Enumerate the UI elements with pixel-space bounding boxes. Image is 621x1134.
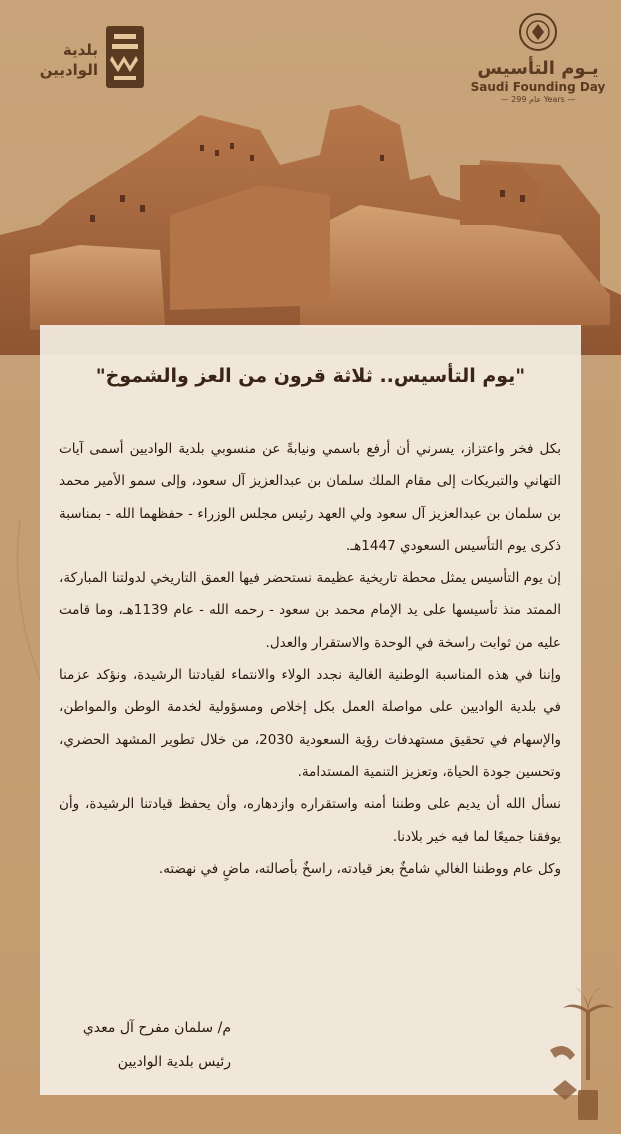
statement-card	[40, 325, 581, 1095]
signature-name: م/ سلمان مفرح آل معدي	[82, 1020, 231, 1036]
statement-headline: "يوم التأسيس.. ثلاثة قرون من العز والشموخ"	[95, 365, 526, 387]
heritage-motif-icon	[545, 1040, 585, 1130]
founding-day-english-title: Saudi Founding Day	[470, 80, 606, 94]
founding-day-arabic-title: يـوم التأسيس	[477, 58, 599, 79]
paragraph-4: نسأل الله أن يديم على وطننا أمنه واستقراره وازدهاره، وأن يحفظ قيادتنا الرشيدة، وأن يوفقنا جميعًا لما فيه خير بلادنا.	[59, 796, 561, 845]
statement-body	[59, 433, 561, 885]
signature-title: رئيس بلدية الواديين	[117, 1054, 231, 1070]
paragraph-2: إن يوم التأسيس يمثل محطة تاريخية عظيمة نستحضر فيها العمق التاريخي لدولتنا المباركة، الممتد منذ تأسيسها على يد الإمام محمد بن سعود - رحمه الله - عام 1139هـ، وما قامت عليه من ثوابت راسخة في الوحدة والاستقرار والعدل.	[59, 570, 561, 651]
paragraph-5: وكل عام ووطننا الغالي شامخٌ بعز قيادته، راسخٌ بأصالته، ماضٍ في نهضته.	[158, 860, 561, 877]
founding-day-years: — عام 299 Years —	[500, 95, 576, 104]
signature-block	[61, 1011, 231, 1079]
paragraph-1: بكل فخر واعتزاز، يسرني أن أرفع باسمي ونيابةً عن منسوبي بلدية الواديين أسمى آيات التهاني والتبريكات إلى مقام الملك سلمان بن عبدالعزيز آل سعود، وإلى سمو الأمير محمد بن سلمان بن عبدالعزيز آل سعود ولي العهد رئيس مجلس الوزراء - حفظهما الله - بمناسبة ذكرى يوم التأسيس السعودي 1447هـ.	[59, 441, 561, 554]
municipality-name-line1: بلدية	[62, 41, 98, 59]
municipality-name-line2: الواديين	[39, 61, 98, 79]
mud-ruins-illustration	[0, 95, 621, 355]
years-english: 299 Years	[511, 95, 565, 104]
municipality-emblem-icon	[106, 26, 144, 88]
founding-day-logo	[468, 12, 608, 132]
municipality-logo	[28, 22, 148, 102]
years-arabic: عام	[529, 95, 542, 104]
header-area	[0, 0, 621, 340]
founding-day-seal-icon	[518, 12, 558, 52]
paragraph-3: وإننا في هذه المناسبة الوطنية الغالية نجدد الولاء والانتماء لقيادتنا الرشيدة، ونؤكد عزمنا في بلدية الواديين على مواصلة العمل بكل إخلاص ومسؤولية لخدمة الوطن والمواطن، والإسهام في تحقيق مستهدفات رؤية السعودية 2030، من خلال تطوير المشهد الحضري، وتحسين جودة الحياة، وتعزيز التنمية المستدامة.	[59, 667, 561, 780]
municipality-name	[28, 40, 98, 80]
